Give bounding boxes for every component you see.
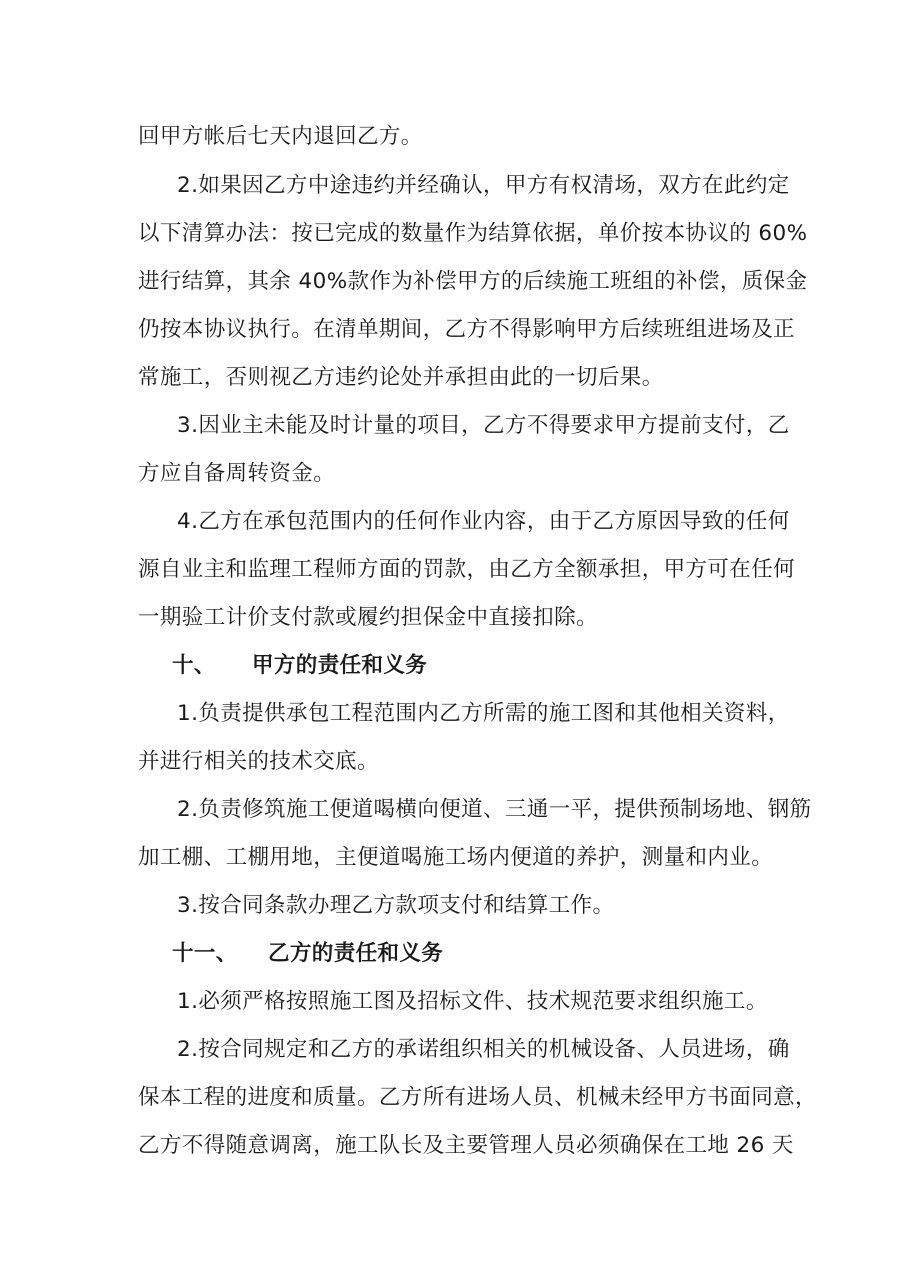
paragraph-line: 源自业主和监理工程师方面的罚款，由乙方全额承担，甲方可在任何: [138, 557, 796, 582]
paragraph-line: 3.按合同条款办理乙方款项支付和结算工作。: [177, 893, 615, 918]
paragraph-line: 加工棚、工棚用地，主便道喝施工场内便道的养护，测量和内业。: [138, 845, 774, 870]
paragraph-line: 2.负责修筑施工便道喝横向便道、三通一平，提供预制场地、钢筋: [177, 797, 812, 822]
paragraph-line: 1.必须严格按照施工图及招标文件、技术规范要求组织施工。: [177, 989, 768, 1014]
section-heading: [172, 646, 905, 686]
section-heading: [172, 934, 905, 974]
paragraph-line: 保本工程的进度和质量。乙方所有进场人员、机械未经甲方书面同意，: [138, 1085, 817, 1110]
section-title: 乙方的责任和义务: [268, 941, 444, 966]
paragraph-line: 1.负责提供承包工程范围内乙方所需的施工图和其他相关资料，: [177, 701, 790, 726]
paragraph-line: 方应自备周转资金。: [138, 461, 336, 486]
section-title: 甲方的责任和义务: [252, 653, 428, 678]
paragraph-line: 仍按本协议执行。在清单期间，乙方不得影响甲方后续班组进场及正: [138, 317, 796, 342]
section-number: 十、: [172, 653, 216, 678]
paragraph-line: 并进行相关的技术交底。: [138, 749, 379, 774]
paragraph-line: 一期验工计价支付款或履约担保金中直接扣除。: [138, 605, 598, 630]
paragraph-line: 4.乙方在承包范围内的任何作业内容，由于乙方原因导致的任何: [177, 509, 790, 534]
paragraph-line: 3.因业主未能及时计量的项目，乙方不得要求甲方提前支付，乙: [177, 413, 790, 438]
section-number: 十一、: [172, 941, 238, 966]
paragraph-line: 回甲方帐后七天内退回乙方。: [138, 124, 423, 149]
paragraph-line: 以下清算办法：按已完成的数量作为结算依据，单价按本协议的 60%: [138, 221, 808, 246]
paragraph-line: 乙方不得随意调离，施工队长及主要管理人员必须确保在工地 26 天: [138, 1133, 794, 1158]
paragraph-line: 常施工，否则视乙方违约论处并承担由此的一切后果。: [138, 365, 664, 390]
paragraph-line: 2.按合同规定和乙方的承诺组织相关的机械设备、人员进场，确: [177, 1037, 790, 1062]
paragraph-line: 2.如果因乙方中途违约并经确认，甲方有权清场，双方在此约定: [177, 173, 790, 198]
paragraph-line: 进行结算，其余 40%款作为补偿甲方的后续施工班组的补偿，质保金: [138, 269, 808, 294]
